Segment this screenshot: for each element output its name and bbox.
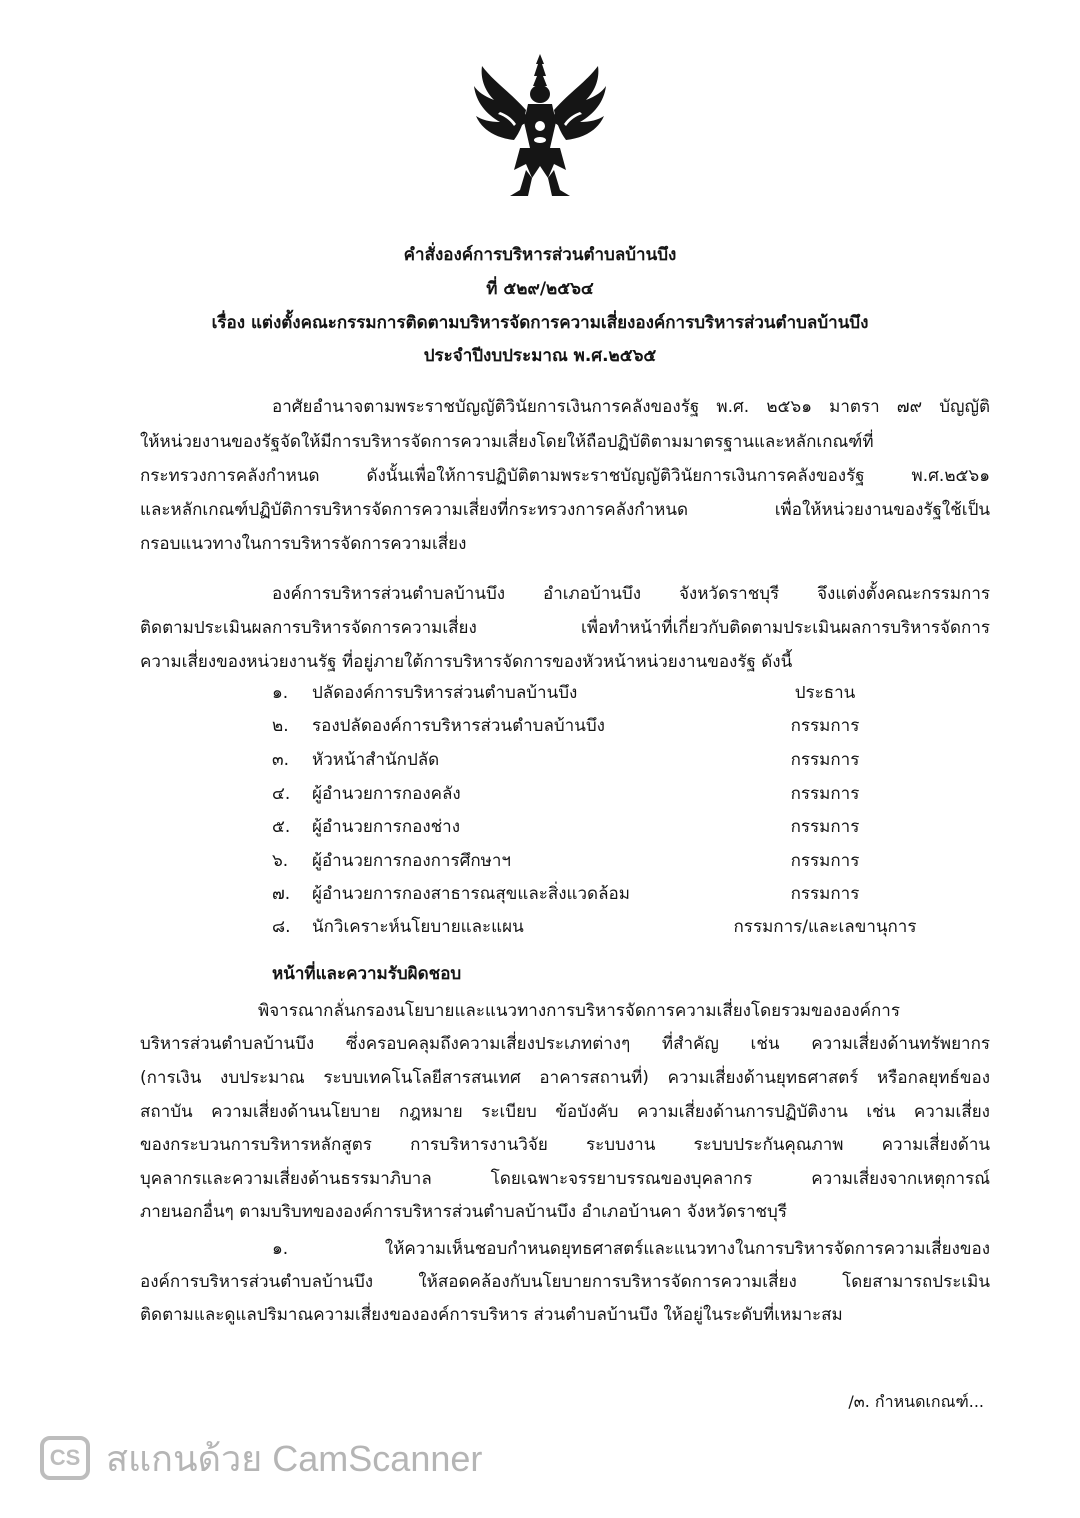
paragraph-line: องค์การบริหารส่วนตำบลบ้านบึง อำเภอบ้านบึง จังหวัดราชบุรี จึงแต่งตั้งคณะกรรมการ (272, 584, 990, 604)
paragraph-line: กรอบแนวทางในการบริหารจัดการความเสี่ยง (140, 534, 467, 554)
member-role: กรรมการ (790, 817, 860, 837)
garuda-emblem-icon (470, 52, 610, 202)
member-position: ผู้อำนวยการกองการศึกษาฯ (312, 851, 511, 871)
committee-member (0, 815, 1080, 839)
paragraph-line: ความเสี่ยงของหน่วยงานรัฐ ที่อยู่ภายใต้การบริหารจัดการของหัวหน้าหน่วยงานของรัฐ ดังนี้ (140, 652, 793, 672)
paragraph-line: ติดตามและดูแลปริมาณความเสี่ยงขององค์การบริหาร ส่วนตำบลบ้านบึง ให้อยู่ในระดับที่เหมาะสม (140, 1305, 843, 1325)
member-position: ผู้อำนวยการกองช่าง (312, 817, 461, 837)
duties-heading: หน้าที่และความรับผิดชอบ (272, 964, 462, 984)
member-number: ๘. (272, 917, 291, 937)
member-position: ผู้อำนวยการกองสาธารณสุขและสิ่งแวดล้อม (312, 884, 630, 904)
member-position: ปลัดองค์การบริหารส่วนตำบลบ้านบึง (312, 683, 578, 703)
order-number: ที่ ๕๒๙/๒๕๖๔ (486, 279, 594, 299)
member-role: กรรมการ (790, 851, 860, 871)
committee-member (0, 915, 1080, 939)
paragraph-line: กระทรวงการคลังกำหนด ดังนั้นเพื่อให้การปฏิบัติตามพระราชบัญญัติวินัยการเงินการคลังของรัฐ พ.ศ.๒๕๖๑ (140, 466, 990, 486)
member-role: กรรมการ (790, 784, 860, 804)
committee-member (0, 849, 1080, 873)
paragraph-line: และหลักเกณฑ์ปฏิบัติการบริหารจัดการความเสี่ยงที่กระทรวงการคลังกำหนด เพื่อให้หน่วยงานของรัฐใช้เป็น (140, 500, 990, 520)
member-role: กรรมการ/และเลขานุการ (733, 917, 917, 937)
paragraph-line: (การเงิน งบประมาณ ระบบเทคโนโลยีสารสนเทศ อาคารสถานที่) ความเสี่ยงด้านยุทธศาสตร์ หรือกลยุทธ์ของ (140, 1068, 990, 1088)
paragraph-line: พิจารณากลั่นกรองนโยบายและแนวทางการบริหารจัดการความเสี่ยงโดยรวมขององค์การ (258, 1001, 900, 1021)
member-position: หัวหน้าสำนักปลัด (312, 750, 440, 770)
committee-member (0, 714, 1080, 738)
continuation-reference: /๓. กำหนดเกณฑ์... (848, 1392, 984, 1411)
member-number: ๕. (272, 817, 291, 837)
paragraph-line: ของกระบวนการบริหารหลักสูตร การบริหารงานวิจัย ระบบงาน ระบบประกันคุณภาพ ความเสี่ยงด้าน (140, 1135, 990, 1155)
committee-member (0, 681, 1080, 705)
committee-member (0, 882, 1080, 906)
member-number: ๑. (272, 683, 289, 703)
member-position: รองปลัดองค์การบริหารส่วนตำบลบ้านบึง (312, 716, 605, 736)
member-number: ๓. (272, 750, 290, 770)
paragraph-line: สถาบัน ความเสี่ยงด้านนโยบาย กฎหมาย ระเบียบ ข้อบังคับ ความเสี่ยงด้านการปฏิบัติงาน เช่น ความเสี่ยง (140, 1102, 990, 1122)
camscanner-watermark (40, 1430, 482, 1486)
committee-member (0, 748, 1080, 772)
member-number: ๖. (272, 851, 289, 871)
camscanner-logo-icon: CS (40, 1436, 90, 1480)
paragraph-line: ให้หน่วยงานของรัฐจัดให้มีการบริหารจัดการความเสี่ยงโดยให้ถือปฏิบัติตามมาตรฐานและหลักเกณฑ์ที่ (140, 432, 874, 452)
member-number: ๗. (272, 884, 291, 904)
member-role: กรรมการ (790, 884, 860, 904)
committee-member (0, 782, 1080, 806)
order-subject: เรื่อง แต่งตั้งคณะกรรมการติดตามบริหารจัดการความเสี่ยงองค์การบริหารส่วนตำบลบ้านบึง (211, 313, 869, 333)
member-position: นักวิเคราะห์นโยบายและแผน (312, 917, 524, 937)
member-number: ๒. (272, 716, 289, 736)
paragraph-line: ๑. ให้ความเห็นชอบกำหนดยุทธศาสตร์และแนวทางในการบริหารจัดการความเสี่ยงของ (272, 1239, 990, 1259)
fiscal-year: ประจำปีงบประมาณ พ.ศ.๒๕๖๕ (423, 346, 657, 366)
paragraph-line: ติดตามประเมินผลการบริหารจัดการความเสี่ยง เพื่อทำหน้าที่เกี่ยวกับติดตามประเมินผลการบริหารจัดการ (140, 618, 990, 638)
member-role: กรรมการ (790, 750, 860, 770)
member-position: ผู้อำนวยการกองคลัง (312, 784, 461, 804)
member-role: กรรมการ (790, 716, 860, 736)
paragraph-line: บุคลากรและความเสี่ยงด้านธรรมาภิบาล โดยเฉพาะจรรยาบรรณของบุคลากร ความเสี่ยงจากเหตุการณ์ (140, 1169, 990, 1189)
member-number: ๔. (272, 784, 291, 804)
member-role: ประธาน (794, 683, 856, 703)
watermark-text: สแกนด้วย CamScanner (106, 1437, 483, 1479)
paragraph-line: บริหารส่วนตำบลบ้านบึง ซึ่งครอบคลุมถึงความเสี่ยงประเภทต่างๆ ที่สำคัญ เช่น ความเสี่ยงด้านทรัพยากร (140, 1034, 990, 1054)
order-title: คำสั่งองค์การบริหารส่วนตำบลบ้านบึง (403, 245, 677, 265)
paragraph-line: อาศัยอำนาจตามพระราชบัญญัติวินัยการเงินการคลังของรัฐ พ.ศ. ๒๕๖๑ มาตรา ๗๙ บัญญัติ (272, 397, 990, 417)
paragraph-line: ภายนอกอื่นๆ ตามบริบทขององค์การบริหารส่วนตำบลบ้านบึง อำเภอบ้านคา จังหวัดราชบุรี (140, 1202, 787, 1222)
paragraph-line: องค์การบริหารส่วนตำบลบ้านบึง ให้สอดคล้องกับนโยบายการบริหารจัดการความเสี่ยง โดยสามารถประเมิน (140, 1272, 990, 1292)
